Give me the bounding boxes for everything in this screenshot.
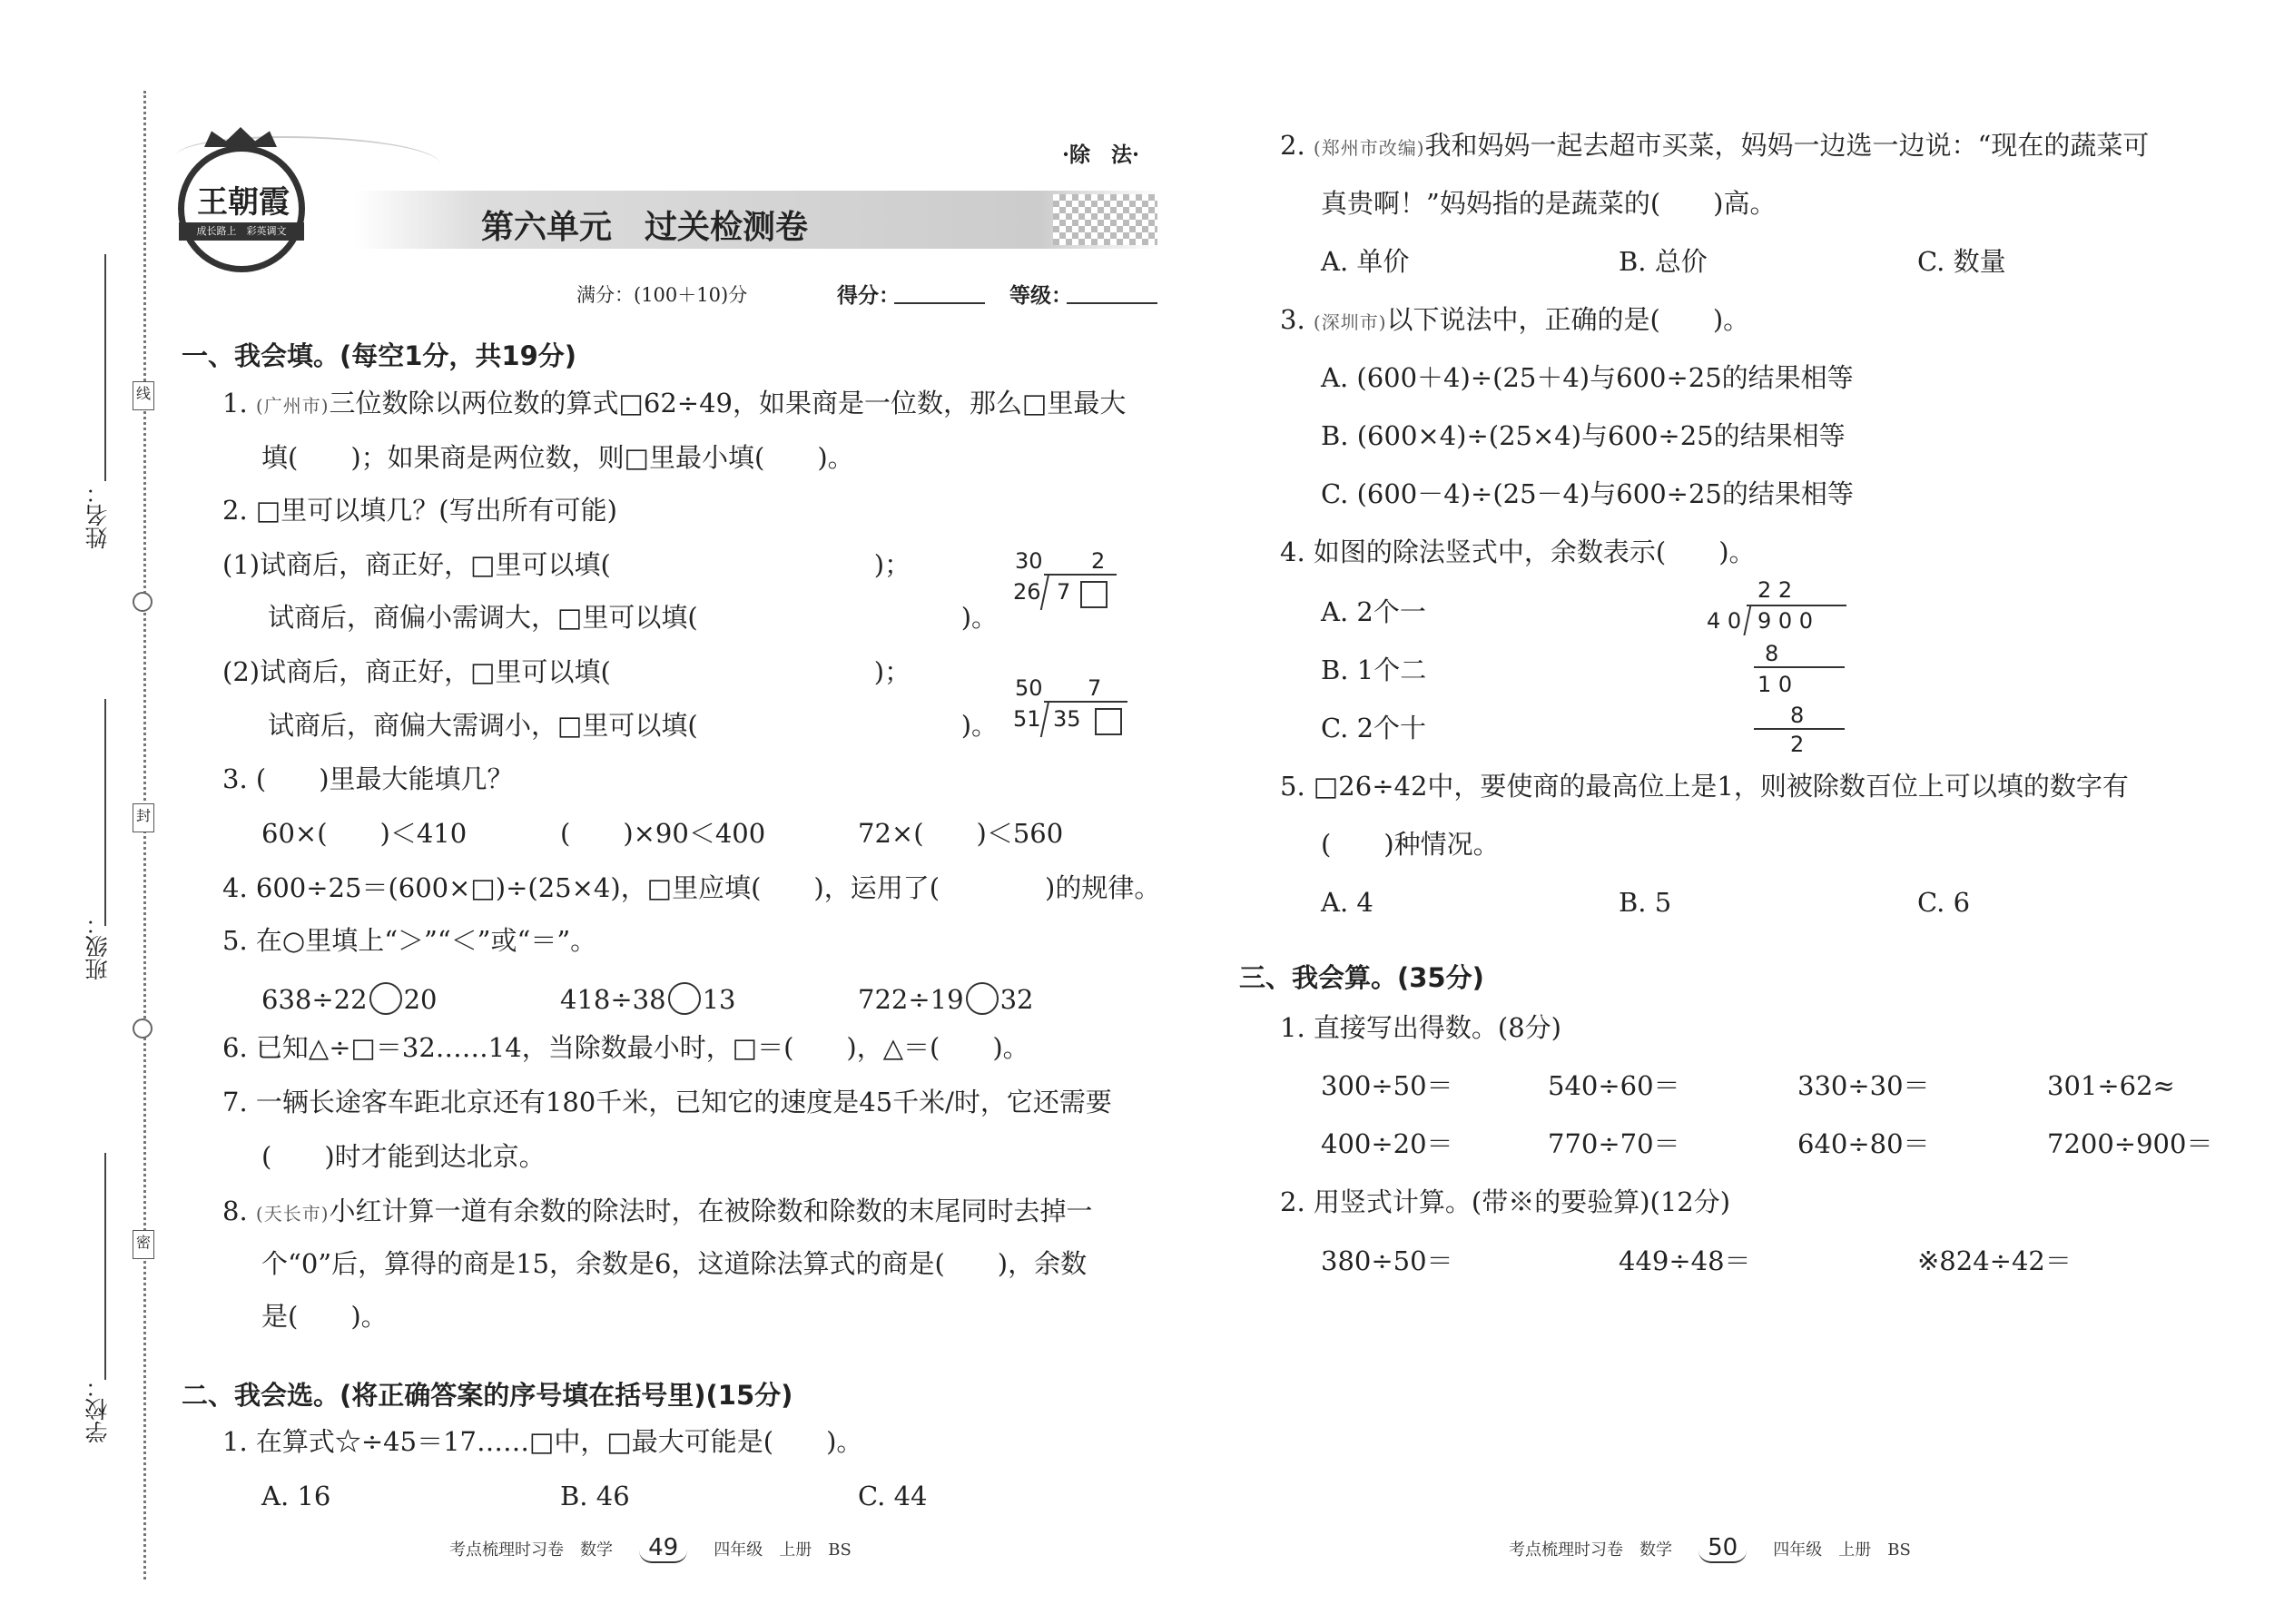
division-figure-1 — [1008, 548, 1117, 621]
checker-pattern — [1053, 194, 1157, 245]
ld-rem1: 1 0 — [1757, 672, 1793, 697]
div2-blank-box — [1095, 708, 1122, 735]
div2-dividend: 35 — [1053, 706, 1081, 732]
div1-top-left: 30 — [1015, 548, 1043, 574]
s1-q8-line1: 8. (天长市)小红计算一道有余数的除法时，在被除数和除数的末尾同时去掉一 — [222, 1196, 1093, 1226]
s1-q1-line1: 1. (广州市)三位数除以两位数的算式□62÷49，如果商是一位数，那么□里最大 — [222, 388, 1127, 418]
s2-q1-A: A. 16 — [261, 1481, 331, 1511]
ld-rem2: 2 — [1790, 732, 1805, 757]
compare-circle[interactable] — [668, 982, 701, 1015]
section-1-title: 一、我会填。(每空1分，共19分) — [182, 340, 577, 371]
logo — [178, 145, 305, 272]
dotted-cut-line — [143, 91, 146, 1580]
calc-item: 540÷60＝ — [1548, 1070, 1680, 1101]
s1-q8-line3: 是( )。 — [261, 1301, 388, 1332]
s2-q2-A: A. 单价 — [1321, 246, 1410, 277]
s1-q6: 6. 已知△÷□＝32……14，当除数最小时，□＝( )，△＝( )。 — [222, 1032, 1029, 1063]
s1-q2: 2. □里可以填几？(写出所有可能) — [222, 495, 617, 526]
compare-circle[interactable] — [966, 982, 999, 1015]
footer-text: 考点梳理时习卷 数学 — [449, 1540, 613, 1560]
calc-item: 770÷70＝ — [1548, 1128, 1680, 1159]
s1-q5: 5. 在○里填上“＞”“＜”或“＝”。 — [222, 925, 597, 956]
school-label: 学校： — [84, 1375, 111, 1443]
binding-margin — [54, 91, 163, 1580]
grade-blank — [1067, 302, 1157, 304]
s1-q1-line2: 填( )；如果商是两位数，则□里最小填( )。 — [261, 442, 854, 473]
ld-line2 — [1754, 728, 1845, 730]
s2-q4-C: C. 2个十 — [1321, 713, 1427, 743]
ring-icon — [133, 1019, 153, 1038]
s3-q2: 2. 用竖式计算。(带※的要验算)(12分) — [1280, 1186, 1731, 1217]
class-line — [104, 699, 106, 926]
page-title: 第六单元 过关检测卷 — [481, 209, 809, 246]
s2-q3-A: A. (600＋4)÷(25＋4)与600÷25的结果相等 — [1321, 362, 1854, 393]
source-tag: (天长市) — [255, 1203, 330, 1225]
s1-q5-b: 418÷38 13 — [560, 984, 736, 1015]
s2-q3: 3. (深圳市)以下说法中，正确的是( )。 — [1280, 304, 1750, 335]
footer-grade: 四年级 上册 BS — [714, 1540, 852, 1560]
unit-tag: ·除 法· — [1062, 143, 1140, 167]
ld-sub1: 8 — [1765, 641, 1779, 666]
s1-q3: 3. ( )里最大能填几？ — [222, 763, 514, 794]
score-blank — [894, 302, 985, 304]
s2-q5-A: A. 4 — [1321, 887, 1373, 918]
page-number: 49 — [639, 1534, 687, 1563]
s2-q1: 1. 在算式☆÷45＝17……□中，□最大可能是( )。 — [222, 1426, 863, 1457]
s2-q3-C: C. (600－4)÷(25－4)与600÷25的结果相等 — [1321, 478, 1854, 509]
calc-item: 640÷80＝ — [1797, 1128, 1930, 1159]
long-division-figure — [1707, 577, 1852, 759]
ld-sub2: 8 — [1790, 703, 1805, 728]
seal-mark-2: 封 — [133, 803, 154, 832]
class-label: 班级： — [84, 912, 111, 980]
name-line — [104, 254, 106, 481]
logo-text: 王朝霞 — [197, 184, 290, 221]
calc-item: 380÷50＝ — [1321, 1245, 1453, 1276]
full-score: 满分：(100＋10)分 — [576, 284, 748, 306]
s1-q7-line2: ( )时才能到达北京。 — [261, 1141, 546, 1172]
ring-icon — [133, 592, 153, 612]
s1-q7-line1: 7. 一辆长途客车距北京还有180千米，已知它的速度是45千米/时，它还需要 — [222, 1087, 1112, 1117]
div2-divisor: 51 — [1013, 706, 1041, 732]
footer-left — [449, 1534, 852, 1563]
seal-mark-3: 密 — [133, 1230, 154, 1259]
calc-item: 400÷20＝ — [1321, 1128, 1453, 1159]
ld-divisor: 4 0 — [1707, 608, 1742, 634]
div2-top-left: 50 — [1015, 675, 1043, 701]
calc-item: ※824÷42＝ — [1917, 1245, 2072, 1276]
div1-top-right: 2 — [1091, 548, 1106, 574]
div1-blank-box — [1080, 581, 1108, 608]
source-tag: (深圳市) — [1313, 311, 1387, 333]
calc-item: 301÷62≈ — [2047, 1070, 2175, 1101]
ld-line1 — [1754, 666, 1845, 668]
compare-circle[interactable] — [369, 982, 402, 1015]
s1-q8-line2: 个“0”后，算得的商是15，余数是6，这道除法算式的商是( )，余数 — [261, 1248, 1088, 1279]
s2-q4-B: B. 1个二 — [1321, 655, 1427, 685]
s2-q3-B: B. (600×4)÷(25×4)与600÷25的结果相等 — [1321, 420, 1846, 451]
s1-q2-2a: (2)试商后，商正好，□里可以填( )； — [222, 656, 911, 687]
seal-mark-1: 线 — [133, 381, 154, 410]
s3-q1: 1. 直接写出得数。(8分) — [1280, 1012, 1561, 1043]
s1-q3-a: 60×( )＜410 — [261, 818, 468, 849]
s2-q4: 4. 如图的除法竖式中，余数表示( )。 — [1280, 536, 1756, 567]
footer-text: 考点梳理时习卷 数学 — [1509, 1540, 1672, 1560]
name-label: 姓名： — [84, 481, 111, 549]
s1-q5-a: 638÷22 20 — [261, 984, 438, 1015]
s1-q3-b: ( )×90＜400 — [560, 818, 766, 849]
div2-top-right: 7 — [1088, 675, 1102, 701]
s2-q5-C: C. 6 — [1917, 887, 1971, 918]
div1-dividend: 7 — [1057, 579, 1071, 605]
s2-q5-line1: 5. □26÷42中，要使商的最高位上是1，则被除数百位上可以填的数字有 — [1280, 771, 2129, 802]
logo-banner: 成长路上 彩英调文 — [179, 222, 304, 241]
page-number: 50 — [1698, 1534, 1747, 1563]
calc-item: 300÷50＝ — [1321, 1070, 1453, 1101]
s1-q2-2b: 试商后，商偏大需调小，□里可以填( )。 — [268, 710, 999, 741]
source-tag: (郑州市改编) — [1313, 137, 1425, 159]
s1-q2-1b: 试商后，商偏小需调大，□里可以填( )。 — [268, 602, 999, 633]
grade-label: 等级： — [1009, 283, 1072, 308]
ld-quotient: 2 2 — [1757, 577, 1793, 603]
logo-crown-icon — [204, 127, 277, 147]
school-line — [104, 1153, 106, 1380]
s2-q2-line2: 真贵啊！”妈妈指的是蔬菜的( )高。 — [1321, 188, 1777, 219]
div1-divisor: 26 — [1013, 579, 1041, 605]
calc-item: 449÷48＝ — [1619, 1245, 1751, 1276]
ld-bar — [1747, 605, 1846, 606]
s2-q2-B: B. 总价 — [1619, 246, 1708, 277]
s2-q1-B: B. 46 — [560, 1481, 630, 1511]
s1-q5-c: 722÷19 32 — [858, 984, 1034, 1015]
s2-q5-line2: ( )种情况。 — [1321, 829, 1500, 860]
source-tag: (广州市) — [255, 395, 330, 417]
ld-dividend: 9 0 0 — [1757, 608, 1814, 634]
calc-item: 7200÷900＝ — [2047, 1128, 2213, 1159]
division-figure-2 — [1008, 675, 1135, 748]
s1-q2-1a: (1)试商后，商正好，□里可以填( )； — [222, 549, 911, 580]
s2-q2-line1: 2. (郑州市改编)我和妈妈一起去超市买菜，妈妈一边选一边说：“现在的蔬菜可 — [1280, 130, 2150, 161]
s1-q3-c: 72×( )＜560 — [858, 818, 1064, 849]
score-label: 得分： — [837, 283, 900, 308]
section-3-title: 三、我会算。(35分) — [1239, 962, 1484, 993]
s2-q5-B: B. 5 — [1619, 887, 1672, 918]
section-2-title: 二、我会选。(将正确答案的序号填在括号里)(15分) — [182, 1380, 793, 1411]
footer-grade: 四年级 上册 BS — [1773, 1540, 1911, 1560]
footer-right — [1509, 1534, 1911, 1563]
s2-q4-A: A. 2个一 — [1321, 596, 1426, 627]
calc-item: 330÷30＝ — [1797, 1070, 1930, 1101]
s2-q2-C: C. 数量 — [1917, 246, 2006, 277]
s2-q1-C: C. 44 — [858, 1481, 928, 1511]
s1-q4: 4. 600÷25＝(600×□)÷(25×4)，□里应填( )，运用了( )的规律。 — [222, 872, 1161, 903]
